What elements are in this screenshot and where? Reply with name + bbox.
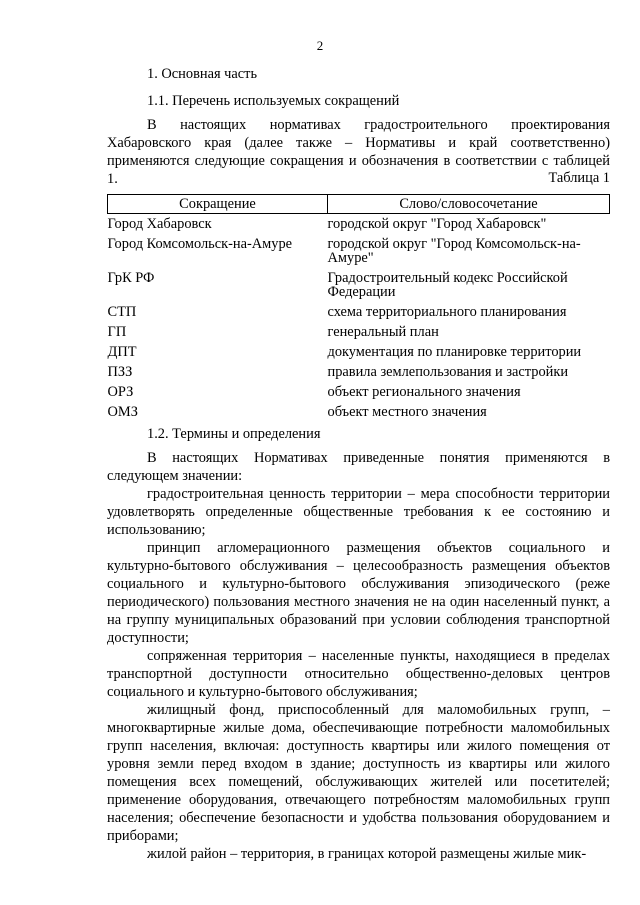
abbreviations-table: [107, 194, 610, 422]
table-cell-abbr: СТП: [107, 304, 137, 320]
table-cell-abbr: ПЗЗ: [107, 364, 133, 380]
table-cell-term: правила землепользования и застройки: [327, 364, 569, 380]
table-cell-term: документация по планировке территории: [327, 344, 582, 360]
section-heading-terms: 1.2. Термины и определения: [147, 426, 321, 442]
intro-text: В настоящих нормативах градостроительного проектирования Хабаровского края (далее также – Нормативы и край соответственно) применяются следующие сокращения и обозначения в соответствии с таблицей 1.: [107, 117, 610, 187]
table-row: [108, 402, 610, 422]
table-row: [108, 214, 610, 235]
terms-paragraph: принцип агломерационного размещения объектов социального и культурно-бытового обслуживания – целесообразность размещения объектов социального и культурно-бытового обслуживания эпизодического (реже периодического) пользования местного значения не на один населенный пункт, а на группу муниципальных образований при условии соблюдения транспортной доступности;: [107, 540, 610, 646]
table-row: [108, 268, 610, 302]
table-cell-term: объект регионального значения: [327, 384, 521, 400]
table-cell-term: городской округ "Город Хабаровск": [327, 216, 547, 232]
terms-paragraph: жилищный фонд, приспособленный для маломобильных групп, – многоквартирные жилые дома, обеспечивающие потребности маломобильных групп населения, включая: доступность квартиры или жилого помещения от уровня земли перед входом в здание; доступность из квартиры или жилого помещения всех помещений, обслуживающих жителей или посетителей; применение оборудования, отвечающего потребностям маломобильных групп населения; обеспечение безопасности и удобства пользования оборудованием и приборами;: [107, 702, 610, 844]
terms-paragraph: жилой район – территория, в границах которой размещены жилые мик-: [147, 846, 587, 862]
table-cell-term: городской округ "Город Комсомольск-на-Амуре": [327, 236, 581, 266]
table-cell-abbr: ОМЗ: [107, 404, 138, 420]
table-row: [108, 234, 610, 268]
table-caption: Таблица 1: [548, 170, 610, 186]
terms-paragraph: сопряженная территория – населенные пункты, находящиеся в пределах транспортной доступности относительно общественно-деловых центров социального и культурно-бытового обслуживания;: [107, 648, 610, 700]
terms-body: [107, 449, 610, 863]
table-row: [108, 382, 610, 402]
table-cell-abbr: Город Хабаровск: [107, 216, 212, 232]
section-heading-abbreviations: 1.1. Перечень используемых сокращений: [147, 93, 400, 109]
table-row: [108, 342, 610, 362]
table-row: [108, 302, 610, 322]
table-cell-term: объект местного значения: [327, 404, 487, 420]
table-cell-abbr: Город Комсомольск-на-Амуре: [107, 236, 293, 252]
table-row: [108, 322, 610, 342]
section-heading-main: 1. Основная часть: [147, 66, 258, 82]
table-cell-abbr: ГрК РФ: [107, 270, 155, 286]
page-number: 2: [316, 38, 324, 53]
table-cell-abbr: ГП: [107, 324, 127, 340]
table-header-abbr: Сокращение: [108, 195, 328, 214]
table-cell-term: схема территориального планирования: [327, 304, 567, 320]
table-cell-term: генеральный план: [327, 324, 439, 340]
terms-paragraph: градостроительная ценность территории – мера способности территории удовлетворять определенные общественные требования к ее состоянию и использованию;: [107, 486, 610, 538]
intro-paragraph: [107, 116, 610, 188]
table-cell-term: Градостроительный кодекс Российской Федерации: [327, 270, 568, 300]
terms-paragraph: В настоящих Нормативах приведенные понятия применяются в следующем значении:: [107, 450, 610, 484]
table-header-term: Слово/словосочетание: [328, 195, 610, 214]
table-row: [108, 362, 610, 382]
table-cell-abbr: ДПТ: [107, 344, 137, 360]
table-cell-abbr: ОРЗ: [107, 384, 134, 400]
table-header-row: [108, 195, 610, 214]
